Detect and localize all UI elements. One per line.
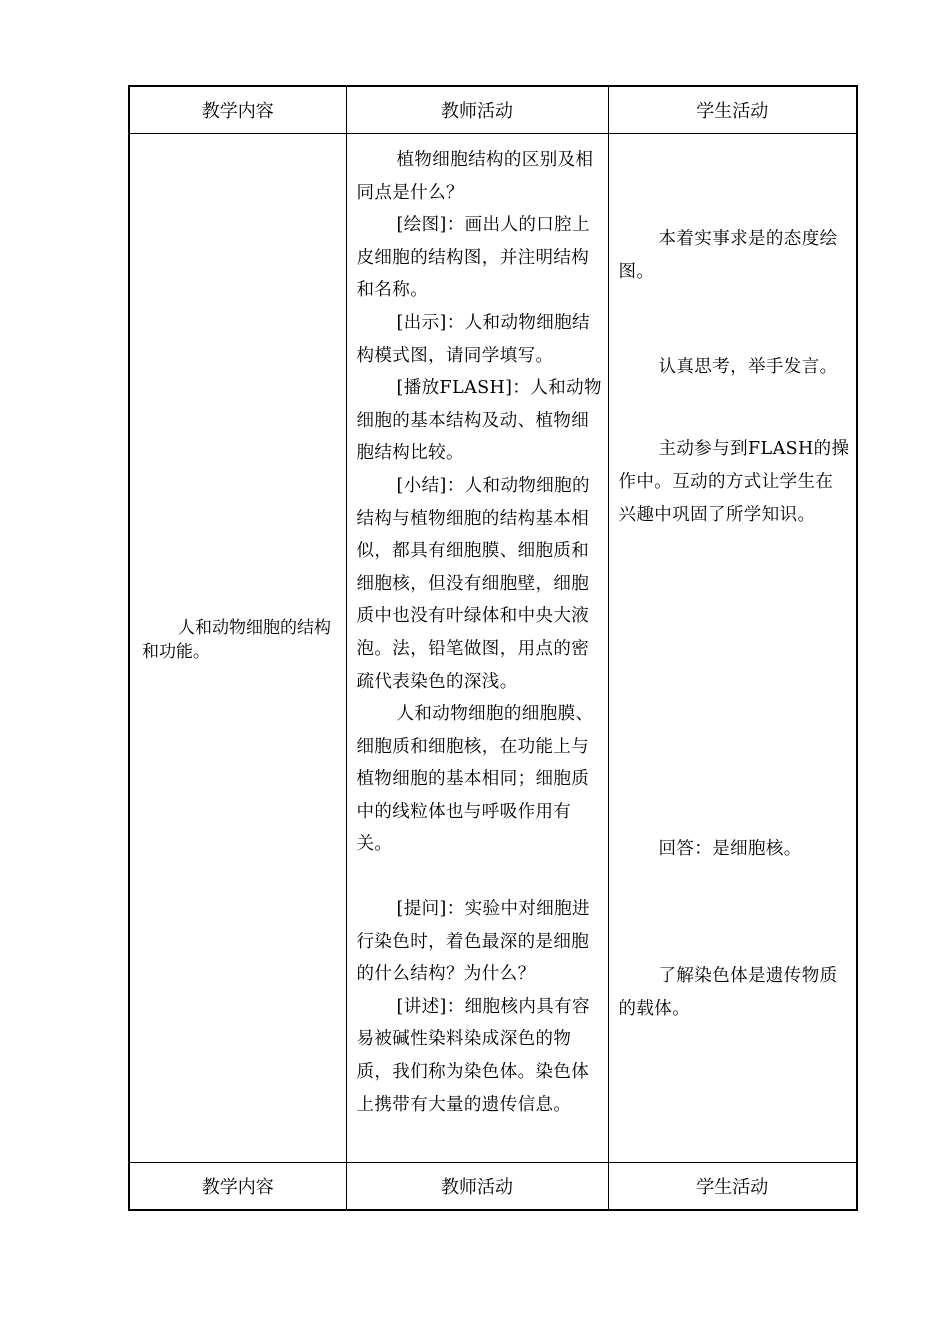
student-item: 了解染色体是遗传物质的载体。 (618, 966, 838, 1019)
header-content: 教学内容 (129, 86, 346, 134)
lesson-plan-table (128, 85, 858, 1211)
table-footer-row (129, 1163, 857, 1211)
teacher-paragraph: [绘图]：画出人的口腔上皮细胞的结构图，并注明结构和名称。 (356, 215, 590, 301)
topic-text: 人和动物细胞的结构和功能。 (142, 617, 331, 662)
teacher-paragraph: [小结]：人和动物细胞的结构与植物细胞的结构基本相似，都具有细胞膜、细胞质和细胞核，但没有细胞壁，细胞质中也没有叶绿体和中央大液泡。法，铅笔做图，用点的密疏代表染色的深浅。 (356, 475, 590, 692)
teacher-paragraph: [讲述]：细胞核内具有容易被碱性染料染成深色的物质，我们称为染色体。染色体上携带有大量的遗传信息。 (356, 996, 590, 1115)
student-activity-cell (608, 134, 857, 1163)
teacher-paragraph: [提问]：实验中对细胞进行染色时，着色最深的是细胞的什么结构？为什么？ (356, 899, 590, 985)
footer-content: 教学内容 (129, 1163, 346, 1211)
student-item: 回答：是细胞核。 (658, 839, 802, 859)
table-header-row (129, 86, 857, 134)
table-body-row (129, 134, 857, 1163)
teacher-paragraph: 植物细胞结构的区别及相同点是什么？ (356, 150, 594, 203)
footer-teacher-activity: 教师活动 (346, 1163, 608, 1211)
header-teacher-activity: 教师活动 (346, 86, 608, 134)
teacher-paragraph: [播放FLASH]：人和动物细胞的基本结构及动、植物细胞结构比较。 (356, 378, 602, 464)
teacher-paragraph: 人和动物细胞的细胞膜、细胞质和细胞核，在功能上与植物细胞的基本相同；细胞质中的线粒体也与呼吸作用有关。 (356, 704, 594, 855)
footer-student-activity: 学生活动 (608, 1163, 857, 1211)
teacher-activity-cell (346, 134, 608, 1163)
header-student-activity: 学生活动 (608, 86, 857, 134)
student-item: 认真思考，举手发言。 (658, 357, 838, 377)
teacher-paragraph: [出示]：人和动物细胞结构模式图，请同学填写。 (356, 312, 590, 366)
student-item: 本着实事求是的态度绘图。 (618, 229, 838, 282)
content-cell (129, 134, 346, 1163)
student-item: 主动参与到FLASH的操作中。互动的方式让学生在兴趣中巩固了所学知识。 (618, 439, 850, 525)
